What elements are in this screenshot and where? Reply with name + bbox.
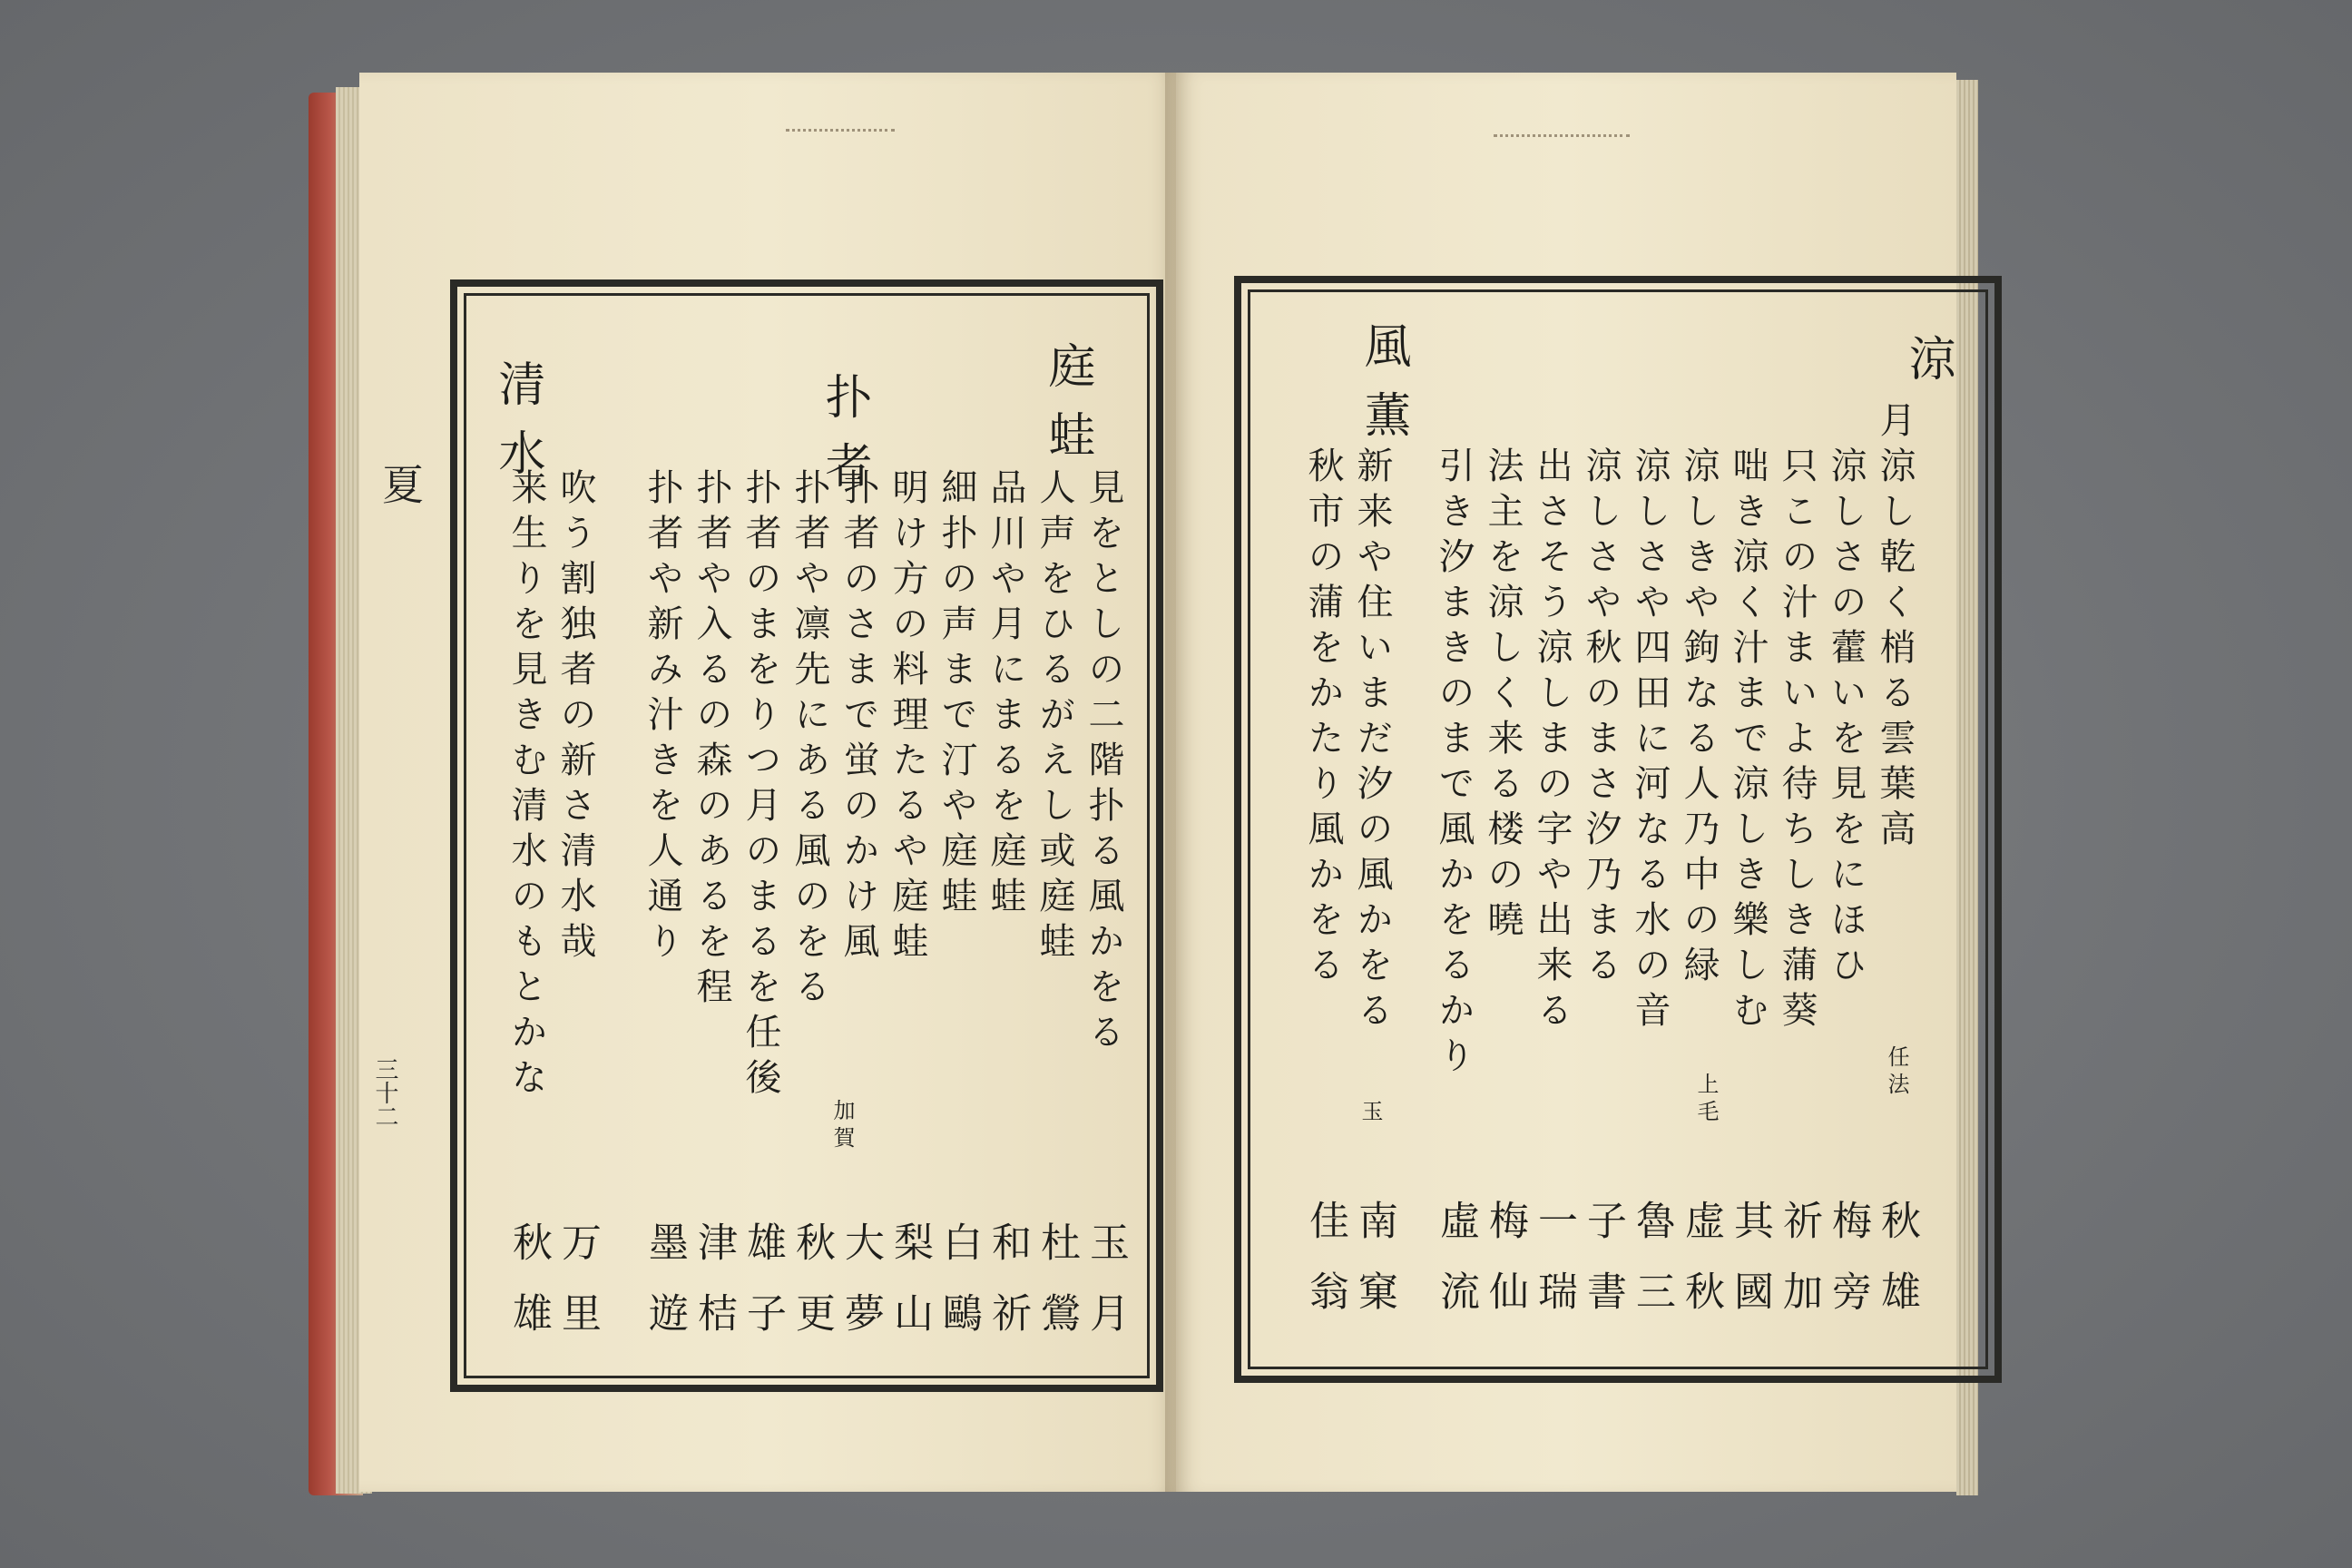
verse: 咄き涼く汁まで涼しき樂しむ [1727, 446, 1769, 1036]
verse: 法主を涼しく来る楼の曉 [1482, 446, 1524, 946]
verse: 扑者や凛先にある風のをる [789, 468, 830, 1013]
author: 玉月 [1083, 1221, 1129, 1363]
author: 虛流 [1433, 1200, 1479, 1341]
author: 秋更 [789, 1221, 835, 1363]
page-number: 三十二 [371, 1057, 398, 1128]
author: 墨遊 [642, 1221, 688, 1363]
verse: 只この汁まいよ待ちしき蒲葵 [1776, 446, 1818, 1036]
verse: 出さそう涼しまの字や出来る [1531, 446, 1573, 1036]
verse: 涼しさや秋のまさ汐乃まる [1580, 446, 1622, 991]
heading: 扑者 [817, 372, 871, 510]
author: 南窠 [1351, 1200, 1397, 1341]
verse: 秋市の蒲をかたり風かをる [1302, 446, 1344, 991]
verse: 涼しさや四田に河なる水の音 [1629, 446, 1671, 1036]
verse: 吹う割独者の新さ清水哉 [554, 468, 596, 967]
verse: 明け方の料理たるや庭蛙 [887, 468, 928, 967]
author: 梅仙 [1482, 1200, 1528, 1341]
verse: 引き汐まきのまで風かをるかり [1433, 446, 1475, 1082]
verse-note: 任法 [1884, 1045, 1909, 1100]
running-head: 夏 [376, 463, 425, 505]
author: 其國 [1727, 1200, 1773, 1341]
author: 秋雄 [505, 1221, 552, 1363]
author: 魯三 [1629, 1200, 1675, 1341]
author: 雄子 [740, 1221, 786, 1363]
verse-note: 加賀 [829, 1099, 855, 1153]
open-book [309, 65, 1978, 1499]
text-frame-right [1234, 276, 2002, 1383]
verse: 品川や月にまるを庭蛙 [985, 468, 1026, 922]
right-page [1176, 73, 1956, 1492]
heading: 庭蛙 [1040, 341, 1094, 479]
author: 梅旁 [1825, 1200, 1871, 1341]
author: 大夢 [838, 1221, 884, 1363]
author: 祈加 [1776, 1200, 1822, 1341]
author: 和祈 [985, 1221, 1031, 1363]
page-stain [1494, 134, 1630, 152]
author: 杜鶯 [1034, 1221, 1080, 1363]
verse: 扑者のまをりつ月のまるを任後 [740, 468, 781, 1103]
verse: 涼しきや鉤なる人乃中の緑 [1678, 446, 1720, 991]
verse: 細扑の声まで汀や庭蛙 [936, 468, 977, 922]
verse: 月涼し乾く梢る雲葉高 [1874, 401, 1916, 855]
author: 梨山 [887, 1221, 933, 1363]
verse: 扑者や新み汁きを人通り [642, 468, 683, 967]
verse-note: 上毛 [1693, 1073, 1719, 1127]
author: 虚秋 [1678, 1200, 1724, 1341]
verse: 来生りを見きむ清水のもとかな [505, 468, 547, 1103]
section-title: 涼 [1900, 334, 1955, 403]
heading: 清水 [490, 359, 544, 497]
author: 佳翁 [1302, 1200, 1348, 1341]
author: 一瑞 [1531, 1200, 1577, 1341]
left-page [359, 73, 1176, 1492]
verse: 新来や住いまだ汐の風かをる [1351, 446, 1393, 1036]
author: 白鷗 [936, 1221, 982, 1363]
text-frame-left [450, 279, 1163, 1392]
verse: 扑者のさまで蛍のかけ風 [838, 468, 879, 967]
verse: 人声をひるがえし或庭蛙 [1034, 468, 1075, 967]
verse: 見をとしの二階扑る風かをる [1083, 468, 1124, 1058]
author: 秋雄 [1874, 1200, 1920, 1341]
verse-note: 玉 [1357, 1100, 1383, 1127]
author: 万里 [554, 1221, 601, 1363]
page-stain [786, 129, 895, 146]
verse: 涼しさの藿いを見をにほひ [1825, 446, 1867, 991]
author: 子書 [1580, 1200, 1626, 1341]
author: 津桔 [691, 1221, 737, 1363]
sub-title: 風薫 [1356, 321, 1410, 459]
verse: 扑者や入るの森のあるを程 [691, 468, 732, 1013]
